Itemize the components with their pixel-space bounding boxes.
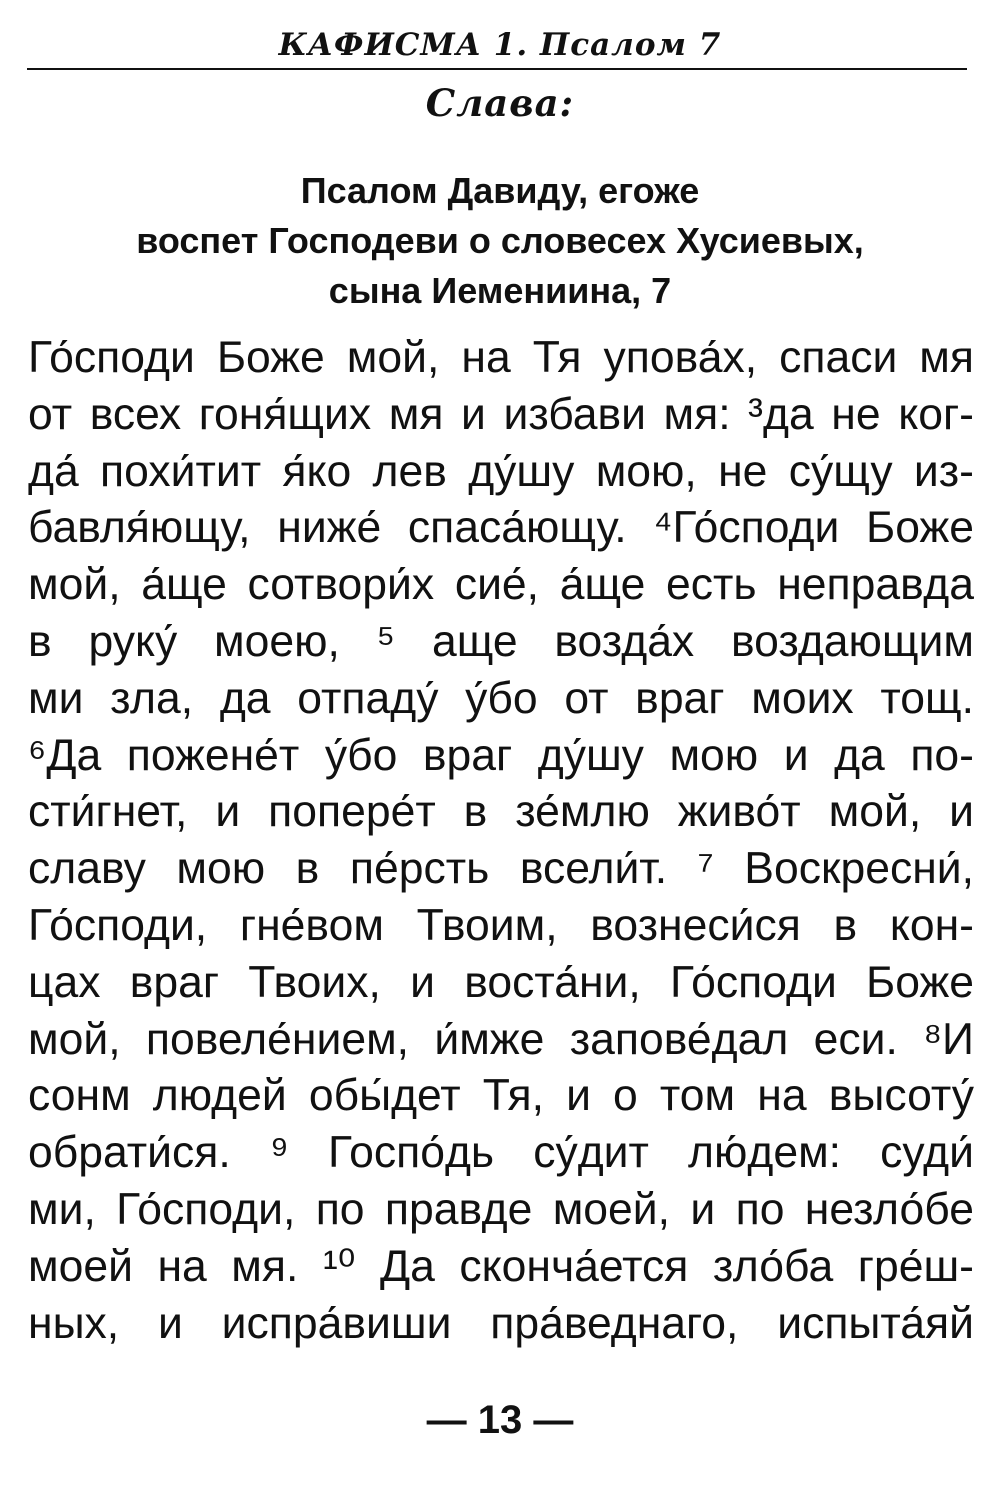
body-line: мой, а́ще сотвори́х сие́, а́ще есть неправда — [28, 560, 974, 610]
psalm-title-line: воспет Господеви о словесех Хусиевых, — [136, 220, 864, 261]
body-line: ных, и испра́виши пра́веднаго, испыта́яй — [28, 1298, 974, 1348]
body-line: бавля́ющу, ниже́ спаса́ющу. ⁴Го́споди Боже — [28, 503, 974, 553]
running-header: КАФИСМА 1. Псалом 7 — [278, 27, 722, 63]
header-rule — [27, 68, 967, 70]
body-line: от всех гоня́щих мя и избави мя: ³да не ког- — [28, 389, 974, 439]
body-line: ⁶Да пожене́т у́бо враг ду́шу мою и да по- — [28, 730, 974, 780]
psalm-title — [40, 166, 960, 316]
body-line: обрати́ся. ⁹ Госпо́дь су́дит лю́дем: суди́ — [28, 1128, 974, 1178]
body-line: сти́гнет, и попере́т в зе́млю живо́т мой, и — [28, 787, 974, 837]
body-line: моей на мя. ¹⁰ Да сконча́ется зло́ба гре́ш- — [28, 1241, 974, 1291]
psalm-title-line: сына Иемениина, 7 — [328, 270, 672, 311]
psalm-body-text — [28, 330, 974, 1352]
page-number: — 13 — — [426, 1398, 574, 1442]
body-line: ми зла, да отпаду́ у́бо от враг моих тощ. — [28, 673, 974, 723]
body-line: славу мою в пе́рсть всели́т. ⁷ Воскресни́, — [28, 844, 974, 894]
body-line: да́ похи́тит я́ко лев ду́шу мою, не су́щу из- — [28, 446, 974, 496]
body-line: ми, Го́споди, по правде моей, и по незло́бе — [28, 1184, 974, 1234]
psalm-title-line: Псалом Давиду, егоже — [300, 170, 700, 211]
glory-heading: Слава: — [425, 81, 575, 125]
body-line: Го́споди, гне́вом Твоим, вознеси́ся в кон- — [28, 900, 974, 950]
body-line: Го́споди Боже мой, на Тя упова́х, спаси мя — [28, 333, 974, 382]
body-line: мой, повеле́нием, и́мже запове́дал еси. ⁸И — [28, 1014, 974, 1064]
body-line: в руку́ моею, ⁵ аще возда́х воздающим — [28, 616, 974, 666]
body-line: цах враг Твоих, и воста́ни, Го́споди Боже — [28, 957, 974, 1007]
body-line: сонм людей обы́дет Тя, и о том на высоту́ — [28, 1071, 974, 1121]
